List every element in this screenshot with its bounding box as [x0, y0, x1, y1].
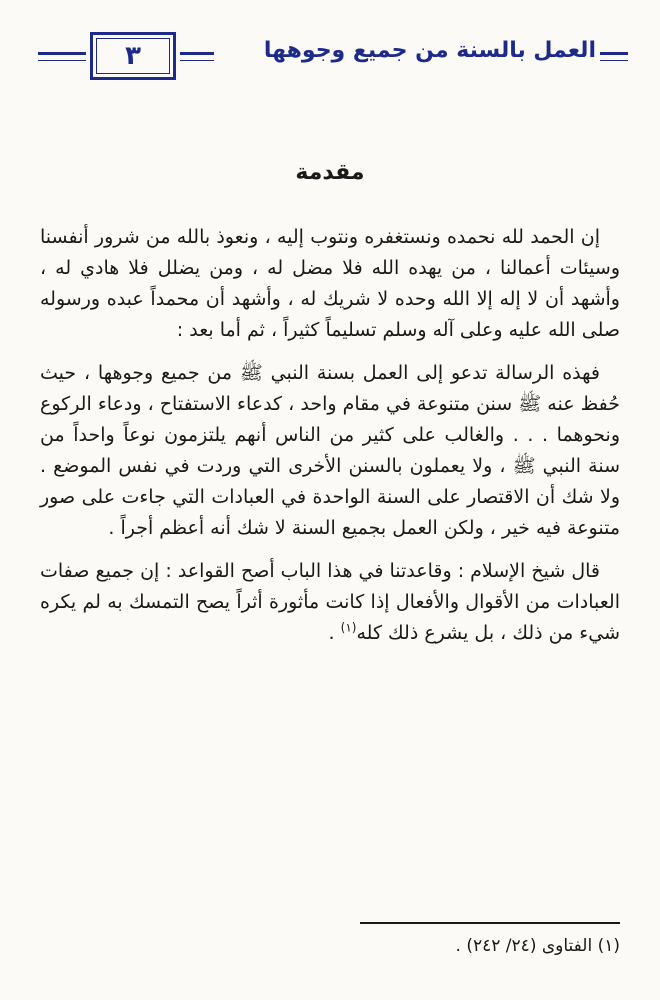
- body-text: [40, 222, 620, 661]
- section-title: مقدمة: [295, 160, 365, 185]
- footnote: (١) الفتاوى (٢٤/ ٢٤٢) .: [455, 936, 620, 956]
- paragraph-purpose: فهذه الرسالة تدعو إلى العمل بسنة النبي ﷺ من جميع وجوهها ، حيث حُفظ عنه ﷺ سنن متنوعة في مقام واحد ، كدعاء الاستفتاح ، ودعاء الركوع ونحوهما . . . والغالب على كثير من الناس أنهم يلتزمون نوعاً واحداً من سنة النبي ﷺ ، ولا يعملون بالسنن الأخرى التي وردت في نفس الموضع . ولا شك أن الاقتصار على السنة الواحدة في العبادات التي جاءت على صور متنوعة فيه خير ، ولكن العمل بجميع السنة لا شك أنه أعظم أجراً .: [40, 362, 620, 539]
- page-number: ٣: [96, 38, 170, 74]
- header-rule-middle-thin: [180, 60, 214, 61]
- paragraph-quote: [40, 556, 620, 649]
- footnote-divider: [360, 922, 620, 924]
- footnote-marker: (١): [340, 620, 357, 635]
- paragraph-end: .: [328, 622, 341, 644]
- page-number-frame: [90, 32, 176, 80]
- header-rule-right-thin: [600, 60, 628, 61]
- paragraph-intro: إن الحمد لله نحمده ونستغفره ونتوب إليه ، ونعوذ بالله من شرور أنفسنا وسيئات أعمالنا ، من يهده الله فلا مضل له ، ومن يضلل فلا هادي له ، وأشهد أن لا إله إلا الله وحده لا شريك له ، وأشهد أن محمداً عبده ورسوله صلى الله عليه وعلى آله وسلم تسليماً كثيراً ، ثم أما بعد :: [40, 226, 620, 341]
- page-header: [38, 32, 628, 84]
- header-rule-right: [600, 52, 628, 55]
- quote-text: قال شيخ الإسلام : وقاعدتنا في هذا الباب أصح القواعد : إن جميع صفات العبادات من الأقوال والأفعال إذا كانت مأثورة أثراً يصح التمسك به لم يكره شيء من ذلك ، بل يشرع ذلك كله: [40, 560, 620, 644]
- header-rule-left: [38, 52, 86, 55]
- header-rule-left-thin: [38, 60, 86, 61]
- running-title: العمل بالسنة من جميع وجوهها: [263, 38, 596, 63]
- header-rule-middle: [180, 52, 214, 55]
